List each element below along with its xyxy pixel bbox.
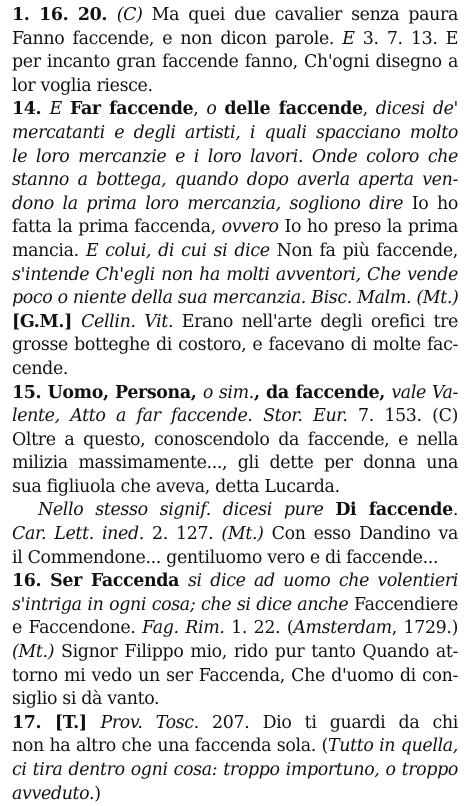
- text-segment: Faccendiere: [354, 594, 458, 615]
- text-line: [12, 594, 458, 618]
- text-segment: (Mt.): [12, 642, 62, 663]
- text-segment: 14.: [12, 99, 50, 120]
- text-segment: Con esso Dandino va: [271, 524, 458, 545]
- text-segment: 207. Dio ti guardi da chi: [212, 712, 458, 733]
- text-segment: dicesi de': [375, 99, 458, 120]
- text-segment: sua figliuola che aveva, detta Lucarda.: [12, 476, 340, 497]
- text-segment: Io ho preso la prima: [284, 217, 458, 238]
- text-line: [12, 617, 458, 641]
- text-segment: Signor Filippo mio, rido pur tanto Quando at-: [61, 642, 458, 663]
- text-line: [12, 51, 458, 75]
- text-line: [12, 334, 458, 358]
- text-segment: Cellin. Vit.: [81, 311, 182, 332]
- text-segment: milizia massimamente..., gli dette per donna una: [12, 453, 458, 474]
- text-segment: E: [342, 28, 363, 49]
- text-segment: mercatanti e degli artisti, i quali spacciano molto: [12, 122, 458, 143]
- text-segment: E colui, di cui si dice: [85, 240, 277, 261]
- text-segment: 15. Uomo, Persona,: [12, 382, 203, 403]
- text-line: [12, 98, 458, 122]
- text-line: [12, 641, 458, 665]
- text-line: [12, 405, 458, 429]
- text-segment: Di faccende: [335, 500, 453, 521]
- text-segment: ovvero: [221, 217, 285, 238]
- text-segment: vale Va-: [391, 382, 458, 403]
- text-segment: 17. [T.]: [12, 712, 101, 733]
- text-segment: 1. 16. 20.: [12, 5, 117, 25]
- text-segment: poco o niente della sua mercanzia. Bisc. Malm. (Mt.): [12, 288, 458, 309]
- text-segment: Ma quei due cavalier senza paura: [151, 5, 458, 25]
- text-line: [12, 429, 458, 453]
- text-line: [12, 476, 458, 500]
- text-segment: cende.: [12, 358, 69, 379]
- text-line: [12, 146, 458, 170]
- text-line: [12, 28, 458, 52]
- text-segment: 2. 127.: [152, 524, 222, 545]
- text-segment: non ha altro che una faccenda sola. (: [12, 736, 328, 757]
- text-segment: Io ho: [411, 193, 458, 214]
- text-segment: Far faccende: [69, 99, 194, 120]
- text-line: [12, 358, 458, 382]
- text-segment: e Faccendone.: [12, 618, 143, 639]
- text-line: [12, 240, 458, 264]
- text-line: [12, 759, 458, 783]
- text-segment: o sim.: [202, 382, 254, 403]
- text-segment: Erano nell'arte degli orefici tre: [181, 311, 458, 332]
- text-segment: Car. Lett. ined.: [12, 524, 153, 545]
- text-segment: (C): [116, 5, 152, 25]
- text-line: [12, 382, 458, 406]
- text-segment: .: [452, 500, 458, 521]
- text-segment: grosse botteghe di costoro, e facevano di molte fac-: [12, 335, 458, 356]
- text-segment: lente, Atto a far faccende. Stor. Eur.: [12, 406, 359, 427]
- text-segment: 16. Ser Faccenda: [12, 571, 188, 592]
- text-line: [12, 75, 458, 99]
- text-segment: s'intriga in ogni cosa; che si dice anche: [12, 594, 355, 615]
- text-line: [12, 712, 458, 736]
- text-segment: lor voglia riesce.: [12, 75, 153, 96]
- text-segment: Fag. Rim.: [142, 618, 232, 639]
- text-segment: Fanno faccende, e non dicon parole.: [12, 28, 343, 49]
- text-line: [12, 4, 458, 28]
- text-segment: il Commendone... gentiluomo vero e di faccende...: [12, 547, 439, 568]
- text-line: [12, 547, 458, 571]
- text-segment: ,: [362, 99, 376, 120]
- text-segment: ): [94, 783, 101, 804]
- text-segment: 7. 153. (C): [358, 406, 458, 427]
- text-segment: avveduto.: [12, 783, 95, 804]
- text-line: [12, 264, 458, 288]
- text-line: [12, 523, 458, 547]
- text-segment: o: [206, 99, 225, 120]
- text-line: [12, 735, 458, 759]
- text-segment: fatta la prima faccenda,: [12, 217, 222, 238]
- text-line: [12, 216, 458, 240]
- text-segment: dono la prima loro mercanzia, sogliono dire: [12, 193, 412, 214]
- text-segment: si dice ad uomo che volentieri: [187, 571, 458, 592]
- text-segment: stanno a bottega, quando dopo averla aperta ven-: [12, 170, 458, 191]
- text-segment: 1. 22. (: [231, 618, 294, 639]
- text-segment: [G.M.]: [12, 311, 82, 332]
- text-line: [12, 783, 458, 806]
- text-segment: Oltre a questo, conoscendolo da faccende, e nella: [12, 429, 458, 450]
- text-segment: Amsterdam: [293, 618, 392, 639]
- text-line: [12, 570, 458, 594]
- text-segment: delle faccende: [224, 99, 363, 120]
- text-segment: Non fa più faccende,: [276, 240, 458, 261]
- text-segment: 3. 7. 13. E: [362, 28, 458, 49]
- text-line: [12, 311, 458, 335]
- text-segment: siglio si dà vanto.: [12, 689, 160, 710]
- text-line: [12, 499, 458, 523]
- text-segment: s'intende Ch'egli non ha molti avventori, Che vende: [12, 264, 458, 285]
- text-segment: per incanto gran faccende fanno, Ch'ogni disegno a: [12, 52, 458, 73]
- text-line: [12, 287, 458, 311]
- text-segment: (Mt.): [221, 524, 272, 545]
- text-segment: ci tira dentro ogni cosa: troppo importuno, o troppo: [12, 760, 458, 780]
- text-segment: le loro mercanzie e i loro lavori. Onde coloro che: [12, 146, 458, 167]
- text-segment: Tutto in quella,: [327, 736, 458, 757]
- text-line: [12, 688, 458, 712]
- text-segment: Nello stesso signif. dicesi pure: [38, 500, 336, 521]
- text-line: [12, 665, 458, 689]
- text-line: [12, 193, 458, 217]
- text-segment: torno mi vedo un ser Faccenda, Che d'uomo di con-: [12, 665, 458, 686]
- text-segment: E: [49, 99, 70, 120]
- text-segment: , da faccende,: [253, 382, 392, 403]
- text-line: [12, 169, 458, 193]
- text-line: [12, 122, 458, 146]
- text-segment: mancia.: [12, 240, 86, 261]
- text-segment: ,: [193, 99, 207, 120]
- text-segment: , 1729.): [391, 618, 458, 639]
- text-line: [12, 452, 458, 476]
- text-segment: Prov. Tosc.: [100, 712, 213, 733]
